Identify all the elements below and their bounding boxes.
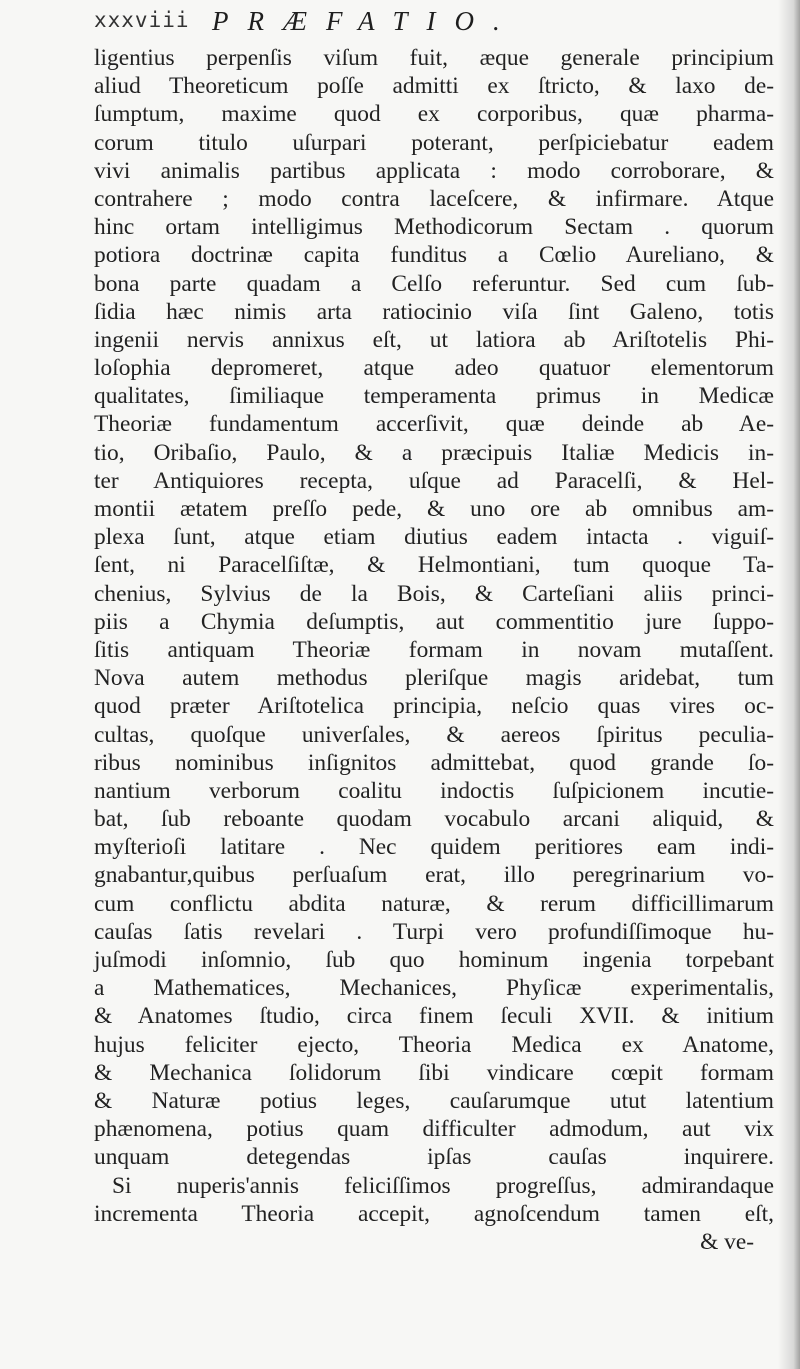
text-line: cum conflictu abdita naturæ, & rerum difficillimarum: [94, 890, 774, 917]
text-line: ingenii nervis annixus eſt, ut latiora ab Ariſtotelis Phi-: [94, 326, 774, 353]
text-line: montii ætatem preſſo pede, & uno ore ab omnibus am-: [94, 496, 774, 522]
text-line: & Mechanica ſolidorum ſibi vindicare cœpit formam: [94, 1059, 774, 1086]
text-line: a Mathematices, Mechanices, Phyſicæ experimentalis,: [94, 975, 774, 1002]
text-line: bat, ſub reboante quodam vocabulo arcani aliquid, &: [94, 806, 774, 833]
text-line: chenius, Sylvius de la Bois, & Carteſiani aliis princi-: [94, 580, 774, 607]
text-line: ribus nominibus inſignitos admittebat, quod grande ſo-: [94, 749, 774, 776]
text-line: & Naturæ potius leges, cauſarumque utut latentium: [94, 1087, 774, 1114]
text-line: quod præter Ariſtotelica principia, neſcio quas vires oc-: [94, 693, 774, 720]
page-number: xxxviii: [94, 8, 190, 32]
text-line: incrementa Theoria accepit, agnoſcendum tamen eſt,: [94, 1200, 774, 1227]
text-line: juſmodi inſomnio, ſub quo hominum ingenia torpebant: [94, 947, 774, 973]
text-line: bona parte quadam a Celſo referuntur. Sed cum ſub-: [94, 270, 774, 297]
text-line: ſitis antiquam Theoriæ formam in novam mutaſſent.: [94, 636, 774, 663]
text-line: gnabantur,quibus perſuaſum erat, illo peregrinarium vo-: [94, 862, 774, 889]
text-line: cauſas ſatis revelari . Turpi vero profundiſſimoque hu-: [94, 918, 774, 945]
text-line: myſterioſi latitare . Nec quidem peritiores eam indi-: [94, 834, 774, 861]
text-line: plexa ſunt, atque etiam diutius eadem intacta . viguiſ-: [94, 524, 774, 551]
text-line: tio, Oribaſio, Paulo, & a præcipuis Italiæ Medicis in-: [94, 439, 774, 466]
text-line: phænomena, potius quam difficulter admodum, aut vix: [94, 1116, 774, 1143]
page-header: [94, 6, 714, 38]
text-line: Theoriæ fundamentum accerſivit, quæ deinde ab Ae-: [94, 411, 774, 438]
text-line: corum titulo uſurpari poterant, perſpiciebatur eadem: [94, 129, 774, 156]
text-line: unquam detegendas ipſas cauſas inquirere.: [94, 1144, 774, 1171]
text-line: hujus feliciter ejecto, Theoria Medica ex Anatome,: [94, 1031, 774, 1058]
text-line: ſent, ni Paracelſiſtæ, & Helmontiani, tum quoque Ta-: [94, 552, 774, 579]
text-line: ſumptum, maxime quod ex corporibus, quæ pharma-: [94, 101, 774, 128]
text-line: ter Antiquiores recepta, uſque ad Paracelſi, & Hel-: [94, 467, 774, 494]
body-text: [94, 44, 774, 1256]
text-line: loſophia depromeret, atque adeo quatuor elementorum: [94, 355, 774, 382]
text-line: cultas, quoſque univerſales, & aereos ſpiritus peculia-: [94, 721, 774, 748]
text-line: aliud Theoreticum poſſe admitti ex ſtricto, & laxo de-: [94, 73, 774, 100]
text-line: & Anatomes ſtudio, circa finem ſeculi XVII. & initium: [94, 1003, 774, 1030]
text-line: ſidia hæc nimis arta ratiocinio viſa ſint Galeno, totis: [94, 298, 774, 325]
text-line: contrahere ; modo contra laceſcere, & infirmare. Atque: [94, 185, 774, 212]
text-line: Nova autem methodus pleriſque magis aridebat, tum: [94, 665, 774, 692]
text-line: vivi animalis partibus applicata : modo corroborare, &: [94, 157, 774, 184]
text-line: qualitates, ſimiliaque temperamenta primus in Medicæ: [94, 383, 774, 410]
running-title: PRÆFATIO.: [212, 6, 519, 36]
text-line: potiora doctrinæ capita funditus a Cœlio Aureliano, &: [94, 242, 774, 269]
catchword: & ve-: [700, 1228, 754, 1255]
text-line: hinc ortam intelligimus Methodicorum Sectam . quorum: [94, 214, 774, 241]
text-line: ligentius perpenſis viſum fuit, æque generale principium: [94, 45, 774, 71]
page-edge-shadow: [778, 0, 800, 1369]
text-line: piis a Chymia deſumptis, aut commentitio jure ſuppo-: [94, 608, 774, 635]
text-line: Si nuperis'annis feliciſſimos progreſſus, admirandaque: [112, 1172, 774, 1199]
text-line: nantium verborum coalitu indoctis ſuſpicionem incutie-: [94, 777, 774, 804]
